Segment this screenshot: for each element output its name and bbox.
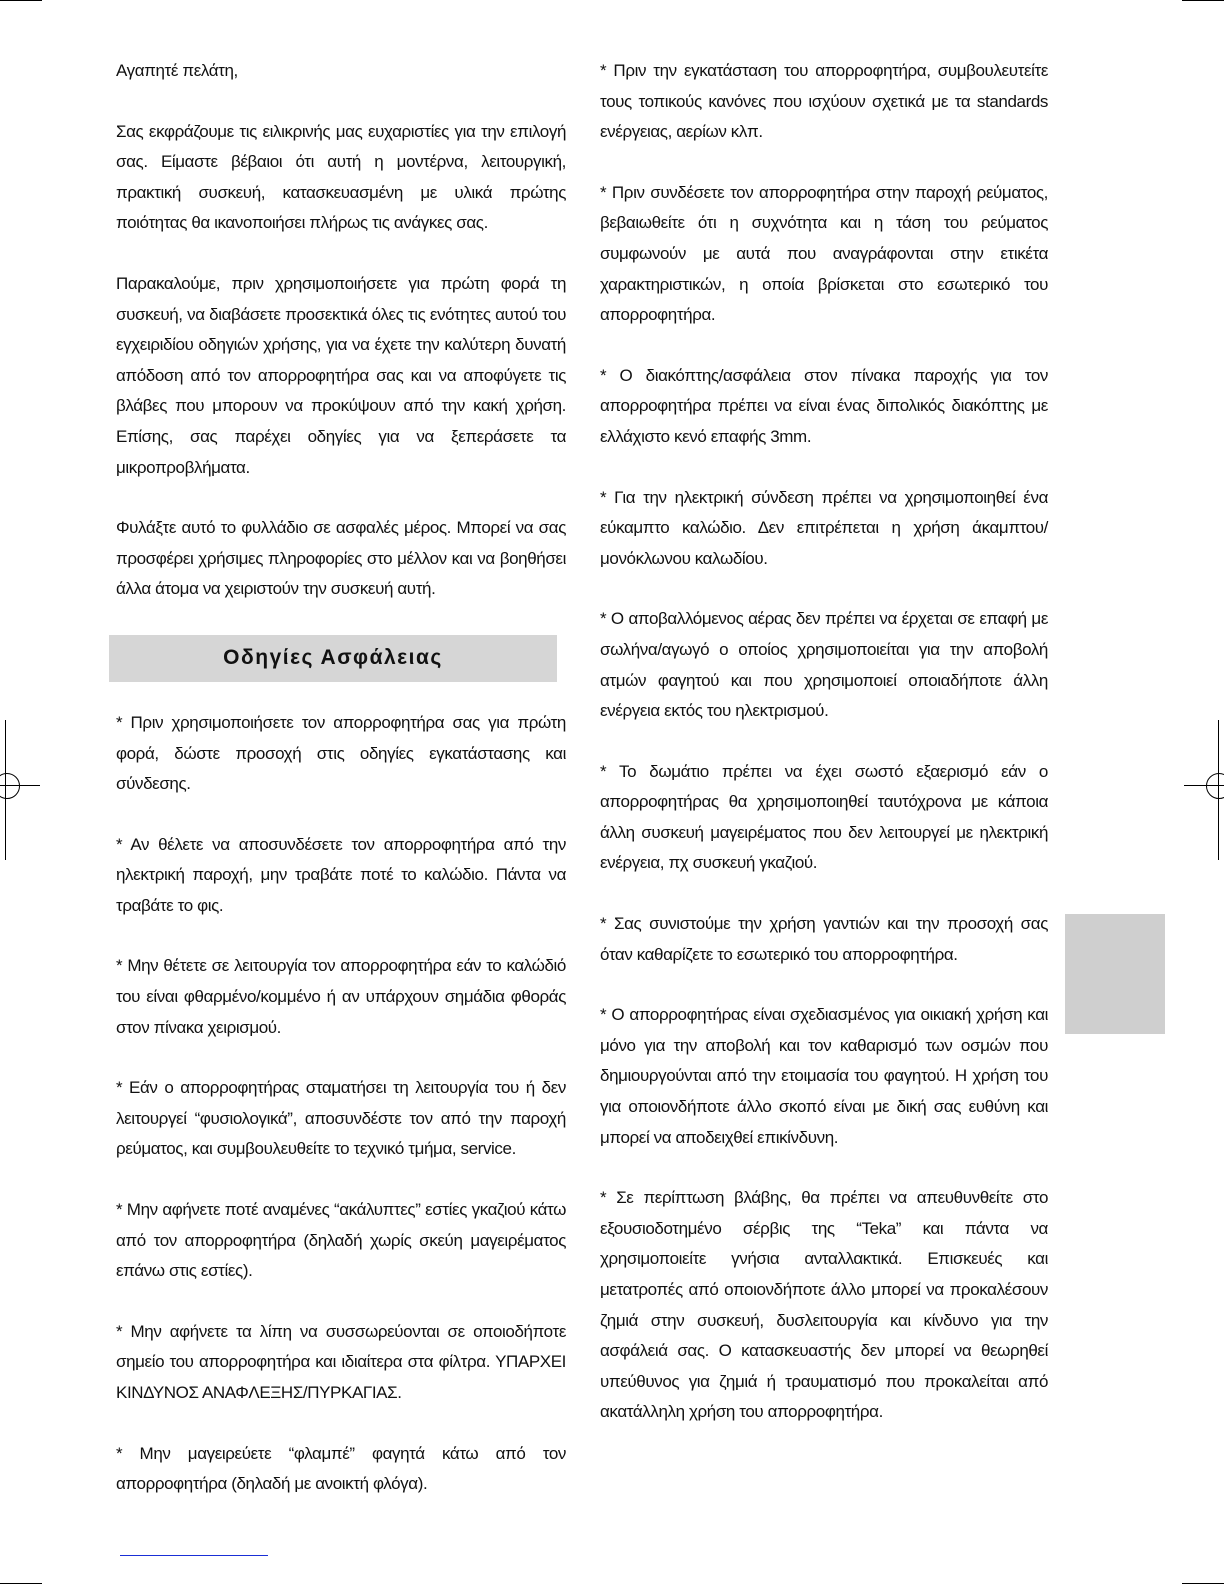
footer-rule: [120, 1555, 268, 1556]
safety-item: * Μην θέτετε σε λειτουργία τον απορροφητήρα εάν το καλώδιό του είναι φθαρμένο/κομμένο ή αν υπάρχουν σημάδια φθοράς στον πίνακα χειρισμού.: [116, 956, 566, 1037]
safety-item: * Σας συνιστούμε την χρήση γαντιών και την προσοχή σας όταν καθαρίζετε το εσωτερικό του απορροφητήρα.: [600, 914, 1048, 964]
greeting: Αγαπητέ πελάτη,: [116, 61, 238, 80]
safety-item: * Ο διακόπτης/ασφάλεια στον πίνακα παροχής για τον απορροφητήρα πρέπει να είναι ένας διπολικός διακόπτης με ελλάχιστο κενό επαφής 3mm.: [600, 365, 1048, 446]
registration-mark-left: [0, 773, 20, 799]
safety-item: * Μην αφήνετε ποτέ αναμένες “ακάλυπτες” εστίες γκαζιού κάτω από τον απορροφητήρα (δηλαδή χωρίς σκεύη μαγειρέματος επάνω στις εστίες).: [116, 1200, 566, 1281]
safety-item: * Πριν την εγκατάσταση του απορροφητήρα, συμβουλευτείτε τους τοπικούς κανόνες που ισχύουν σχετικά με τα standards ενέργειας, αερίων κλπ.: [600, 61, 1048, 142]
safety-item: * Το δωμάτιο πρέπει να έχει σωστό εξαερισμό εάν ο απορροφητήρας θα χρησιμοποιηθεί ταυτόχρονα με κάποια άλλη συσκευή μαγειρέματος που δεν λειτουργεί με ηλεκτρική ενέργεια, πχ συσκευή γκαζιού.: [600, 761, 1048, 873]
safety-item: * Εάν ο απορροφητήρας σταματήσει τη λειτουργία του ή δεν λειτουργεί “φυσιολογικά”, αποσυνδέστε τον από την παροχή ρεύματος, και συμβουλευθείτε το τεχνικό τμήμα, service.: [116, 1078, 566, 1159]
side-tab-marker: [1065, 914, 1165, 1034]
crop-mark-top-right: [1182, 0, 1224, 1]
safety-item: * Για την ηλεκτρική σύνδεση πρέπει να χρησιμοποιηθεί ένα εύκαμπτο καλώδιο. Δεν επιτρέπεται η χρήση άκαμπτου/μονόκλωνου καλωδίου.: [600, 487, 1048, 568]
safety-item: * Αν θέλετε να αποσυνδέσετε τον απορροφητήρα από την ηλεκτρική παροχή, μην τραβάτε ποτέ το καλώδιο. Πάντα να τραβάτε το φις.: [116, 834, 566, 915]
safety-item: * Πριν χρησιμοποιήσετε τον απορροφητήρα σας για πρώτη φορά, δώστε προσοχή στις οδηγίες εγκατάστασης και σύνδεσης.: [116, 712, 566, 794]
left-column: [116, 56, 566, 1530]
safety-item: * Ο αποβαλλόμενος αέρας δεν πρέπει να έρχεται σε επαφή με σωλήνα/αγωγό ο οποίος χρησιμοποιείται για την αποβολή ατμών φαγητού και που χρησιμοποιεί οποιαδήποτε άλλη ενέργεια εκτός του ηλεκτρισμού.: [600, 609, 1048, 721]
right-column: [600, 56, 1048, 1458]
crop-mark-top-left: [0, 0, 42, 1]
intro-paragraph-1: Σας εκφράζουμε τις ειλικρινής μας ευχαριστίες για την επιλογή σας. Είμαστε βέβαιοι ότι αυτή η μοντέρνα, λειτουργική, πρακτική συσκευή, κατασκευασμένη με υλικά πρώτης ποιότητας θα ικανοποιήσει πλήρως τις ανάγκες σας.: [116, 121, 566, 233]
registration-mark-right: [1206, 773, 1224, 799]
intro-paragraph-2: Παρακαλούμε, πριν χρησιμοποιήσετε για πρώτη φορά τη συσκευή, να διαβάσετε προσεκτικά όλες τις ενότητες αυτού του εγχειριδίου οδηγιών χρήσης, για να έχετε την καλύτερη δυνατή απόδοση από τον απορροφητήρα σας και να αποφύγετε τις βλάβες που μπορουν να προκύψουν από την κακή χρήση. Επίσης, σας παρέχει οδηγίες για να ξεπεράσετε τα μικροπροβλήματα.: [116, 273, 566, 477]
safety-item: * Μην μαγειρεύετε “φλαμπέ” φαγητά κάτω από τον απορροφητήρα (δηλαδή με ανοικτή φλόγα).: [116, 1443, 566, 1494]
section-title: Οδηγίες Ασφάλειας: [109, 635, 557, 682]
safety-item: * Μην αφήνετε τα λίπη να συσσωρεύονται σε οποιοδήποτε σημείο του απορροφητήρα και ιδιαίτερα στα φίλτρα. ΥΠΑΡΧΕΙ ΚΙΝΔΥΝΟΣ ΑΝΑΦΛΕΞΗΣ/ΠΥΡΚΑΓΙΑΣ.: [116, 1321, 566, 1402]
intro-paragraph-3: Φυλάξτε αυτό το φυλλάδιο σε ασφαλές μέρος. Μπορεί να σας προσφέρει χρήσιμες πληροφορίες στο μέλλον και να βοηθήσει άλλα άτομα να χειριστούν την συσκευή αυτή.: [116, 518, 566, 599]
safety-item: * Ο απορροφητήρας είναι σχεδιασμένος για οικιακή χρήση και μόνο για την αποβολή και τον καθαρισμό των οσμών που δημιουργούνται από την ετοιμασία του φαγητού. Η χρήση του για οποιονδήποτε άλλο σκοπό είναι με δική σας ευθύνη και μπορεί να αποδειχθεί επικίνδυνη.: [600, 1005, 1048, 1147]
safety-item: * Σε περίπτωση βλάβης, θα πρέπει να απευθυνθείτε στο εξουσιοδοτημένο σέρβις της “Teka” και πάντα να χρησιμοποιείτε γνήσια ανταλλακτικά. Επισκευές και μετατροπές από οποιονδήποτε άλλο μπορεί να προκαλέσουν ζημιά στην συσκευή, δυσλειτουργία και κίνδυνο για την ασφάλειά σας. Ο κατασκευαστής δεν μπορεί να θεωρηθεί υπεύθυνος για ζημιά ή τραυματισμό που προκαλείται από ακατάλληλη χρήση του απορροφητήρα.: [600, 1188, 1048, 1422]
safety-item: * Πριν συνδέσετε τον απορροφητήρα στην παροχή ρεύματος, βεβαιωθείτε ότι η συχνότητα και η τάση του ρεύματος συμφωνούν με αυτά που αναγράφονται στην ετικέτα χαρακτηριστικών, η οποία βρίσκεται στο εσωτερικό του απορροφητήρα.: [600, 182, 1048, 325]
